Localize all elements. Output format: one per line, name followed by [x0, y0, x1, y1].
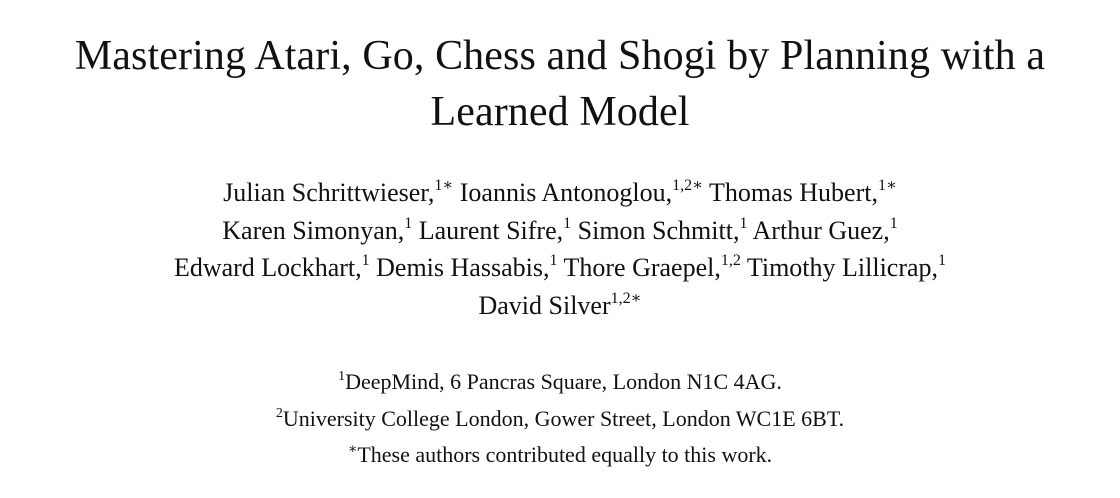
- paper-title-line: Learned Model: [430, 89, 690, 135]
- author-affiliation-mark: 1: [404, 214, 413, 232]
- author-affiliation-mark: 1: [938, 252, 947, 269]
- author-affiliation-mark: 1,2∗: [672, 177, 703, 194]
- affiliation-text: These authors contributed equally to this work.: [357, 442, 773, 467]
- affiliation-mark: ∗: [347, 442, 358, 457]
- affiliation-mark: 1: [338, 369, 346, 384]
- affiliation-list: [0, 364, 1120, 474]
- paper-title: [0, 28, 1120, 140]
- author-name: Simon Schmitt,: [577, 215, 740, 245]
- author: [460, 178, 703, 207]
- author: [419, 216, 571, 245]
- affiliation-text: DeepMind, 6 Pancras Square, London N1C 4AG.: [345, 369, 782, 394]
- author-list: [0, 174, 1120, 324]
- author-name: Timothy Lillicrap,: [746, 253, 939, 282]
- author: [376, 253, 557, 282]
- author-line: [0, 212, 1120, 250]
- author-name: Arthur Guez,: [752, 215, 890, 245]
- author-affiliation-mark: 1,2: [720, 252, 741, 269]
- author-affiliation-mark: 1: [563, 214, 572, 232]
- author-affiliation-mark: 1,2∗: [610, 289, 642, 307]
- author: [222, 216, 412, 245]
- author-line: [0, 174, 1120, 212]
- author: [578, 216, 748, 245]
- affiliation-text: University College London, Gower Street, London WC1E 6BT.: [282, 405, 845, 431]
- author-name: Laurent Sifre,: [418, 215, 564, 245]
- paper-title-line: Mastering Atari, Go, Chess and Shogi by Planning with a: [74, 33, 1046, 79]
- affiliation-mark: 2: [275, 405, 283, 421]
- author: [223, 178, 453, 207]
- author-affiliation-mark: 1: [739, 214, 748, 232]
- author: [564, 253, 741, 282]
- author-name: Demis Hassabis,: [376, 253, 550, 282]
- author-name: Edward Lockhart,: [173, 253, 362, 282]
- author: [747, 253, 946, 282]
- affiliation: [0, 401, 1120, 438]
- author-name: Karen Simonyan,: [222, 215, 405, 245]
- author-line: [0, 287, 1120, 325]
- author-affiliation-mark: 1: [361, 252, 370, 269]
- author-name: Thore Graepel,: [563, 253, 721, 282]
- author-line: [0, 249, 1120, 287]
- affiliation: [0, 364, 1120, 401]
- author-name: Julian Schrittwieser,: [223, 178, 435, 207]
- author-affiliation-mark: 1: [549, 252, 558, 269]
- author-name: David Silver: [478, 290, 611, 320]
- author: [174, 253, 370, 282]
- author-affiliation-mark: 1: [889, 214, 898, 232]
- equal-contribution-note: [0, 437, 1120, 474]
- author-name: Thomas Hubert,: [709, 178, 878, 207]
- author: [709, 178, 897, 207]
- author-affiliation-mark: 1∗: [877, 177, 897, 194]
- author-affiliation-mark: 1∗: [434, 177, 454, 194]
- author: [753, 216, 898, 245]
- author: [478, 291, 641, 320]
- author-name: Ioannis Antonoglou,: [459, 178, 673, 207]
